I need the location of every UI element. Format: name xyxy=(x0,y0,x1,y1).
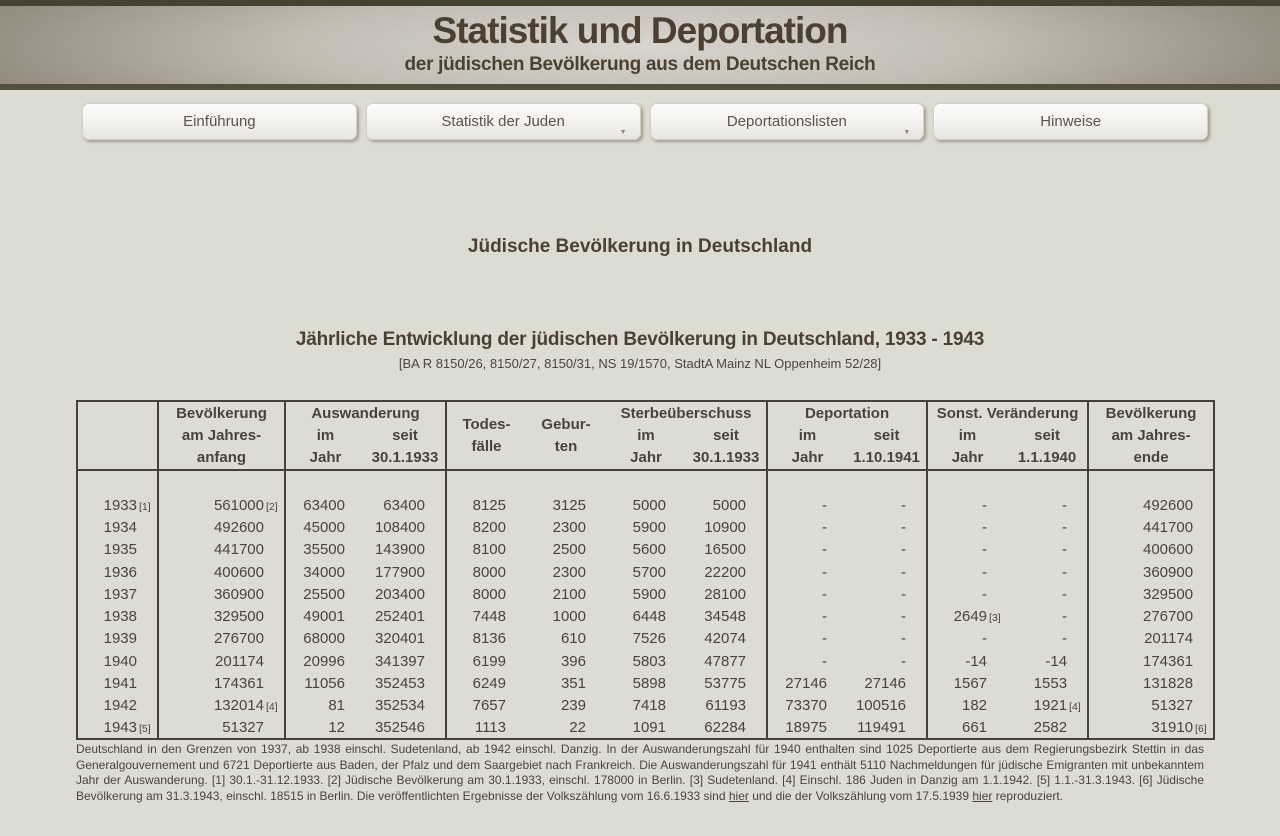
table-title: Jährliche Entwicklung der jüdischen Bevölkerung in Deutschland, 1933 - 1943 xyxy=(295,329,985,350)
sterbeueberschuss-seit-date-label: 30.1.1933 xyxy=(686,447,767,470)
deportation-seit-label: seit xyxy=(847,425,927,447)
footnote-text: Deutschland in den Grenzen von 1937, ab 1938 einschl. Sudetenland, ab 1942 einschl. Danzig. In der Auswanderungszahl für 1940 enthalten sind 1025 Deportierte aus dem Regierungsbezirk Stettin in das Generalgouvernement und 6721 Deportierte aus Baden, der Pfalz und dem Saargebiet nach Frankreich. Die Auswanderungszahl für 1941 enthält 5110 Nachmeldungen für jüdische Emigranten mit unbekanntem Jahr der Auswanderung. [1] 30.1.-31.12.1933. [2] Jüdische Bevölkerung am 30.1.1933, einschl. 178000 in Berlin. [3] Sudetenland. [4] Einschl. 186 Juden in Danzig am 1.1.1942. [5] 1.1.-31.3.1943. [6] Jüdische Bevölkerung am 31.3.1943, einschl. 18515 in Berlin. Die veröffentlichten Ergebnisse der Volkszählung vom 16.6.1933 sind xyxy=(76,742,1204,803)
value-cell: - xyxy=(822,652,828,670)
value-cell: 276700 xyxy=(1142,608,1194,626)
value-cell: 5898 xyxy=(632,675,666,693)
value-cell: 5803 xyxy=(632,652,666,670)
value-cell: 6448 xyxy=(632,608,666,626)
value-cell: 1921 [4] xyxy=(1007,695,1088,717)
value-cell: - xyxy=(982,630,988,648)
value-cell: 35500 xyxy=(303,541,345,559)
value-cell: 22200 xyxy=(686,561,767,583)
value-cell: - xyxy=(822,518,828,536)
value-cell: - xyxy=(1007,516,1088,538)
value-cell: - xyxy=(982,541,988,559)
value-cell: 51327 xyxy=(158,717,285,739)
spacer-row xyxy=(77,470,1214,494)
table-row xyxy=(77,539,1214,561)
value-cell: 320401 xyxy=(365,628,446,650)
value-cell: 201174 xyxy=(158,650,285,672)
nav-button-label: Hinweise xyxy=(1040,113,1102,130)
value-cell: 5000 xyxy=(686,494,767,516)
nav-button-deportationslisten[interactable] xyxy=(650,103,925,140)
year-cell: 1933 [1] xyxy=(77,494,158,516)
value-cell: 6199 xyxy=(472,652,506,670)
value-cell: 352453 xyxy=(365,672,446,694)
value-cell: - xyxy=(982,496,988,514)
spacer-cell xyxy=(686,470,767,494)
value-cell: - xyxy=(982,585,988,603)
value-cell: 47877 xyxy=(686,650,767,672)
value-cell: 341397 xyxy=(365,650,446,672)
value-cell: 73370 xyxy=(785,697,828,715)
nav-button-einfuehrung[interactable] xyxy=(82,103,357,140)
value-cell: 8100 xyxy=(472,541,506,559)
value-cell: 177900 xyxy=(365,561,446,583)
value-cell: 27146 xyxy=(785,675,828,693)
spacer-cell xyxy=(285,470,365,494)
value-cell: - xyxy=(822,563,828,581)
table-row xyxy=(77,628,1214,650)
value-cell: 8000 xyxy=(472,585,506,603)
value-cell: 400600 xyxy=(1142,541,1194,559)
value-cell: 203400 xyxy=(365,583,446,605)
value-cell: 8000 xyxy=(472,563,506,581)
year-cell: 1939 xyxy=(77,628,158,650)
value-cell: 5600 xyxy=(632,541,666,559)
value-cell: - xyxy=(1007,605,1088,627)
value-cell: 5900 xyxy=(632,518,666,536)
value-cell: 2300 xyxy=(552,518,586,536)
value-cell: 68000 xyxy=(303,630,345,648)
value-cell: - xyxy=(1007,628,1088,650)
table-row xyxy=(77,583,1214,605)
col-header-year xyxy=(77,401,158,470)
col-header-deportation: Deportation xyxy=(767,401,927,425)
value-cell: 1000 xyxy=(552,608,586,626)
value-cell: 100516 xyxy=(847,695,927,717)
value-cell: 7526 xyxy=(632,630,666,648)
value-cell: - xyxy=(822,496,828,514)
value-cell: - xyxy=(847,561,927,583)
value-cell: 661 xyxy=(962,719,988,737)
value-cell: 20996 xyxy=(303,652,345,670)
value-cell: 28100 xyxy=(686,583,767,605)
value-cell: 34000 xyxy=(303,563,345,581)
nav-button-hinweise[interactable] xyxy=(933,103,1208,140)
footnote-text: und die der Volkszählung vom 17.5.1939 xyxy=(748,788,973,803)
value-cell: 174361 xyxy=(158,672,285,694)
value-cell: 2582 xyxy=(1007,717,1088,739)
auswanderung-jahr-label: Jahr xyxy=(285,447,365,470)
auswanderung-seit-date-label: 30.1.1933 xyxy=(365,447,446,470)
value-cell: 352546 xyxy=(365,717,446,739)
col-header-sterbeueberschuss: Sterbeüberschuss xyxy=(606,401,767,425)
value-cell: - xyxy=(1007,539,1088,561)
value-cell: 1113 xyxy=(474,719,506,737)
population-table-body xyxy=(77,470,1214,739)
col-header-auswanderung: Auswanderung xyxy=(285,401,446,425)
nav-button-statistik-der-juden[interactable] xyxy=(366,103,641,140)
value-cell: 108400 xyxy=(365,516,446,538)
value-cell: 2100 xyxy=(552,585,586,603)
value-cell: 12 xyxy=(328,719,345,737)
sterbeueberschuss-jahr-label: Jahr xyxy=(606,447,686,470)
spacer-cell xyxy=(446,470,526,494)
col-header-geburten: Gebur- ten xyxy=(526,401,606,470)
table-header xyxy=(77,401,1214,470)
table-row xyxy=(77,672,1214,694)
value-cell: 131828 xyxy=(1142,675,1194,693)
value-cell: - xyxy=(1007,494,1088,516)
table-source: [BA R 8150/26, 8150/27, 8150/31, NS 19/1570, StadtA Mainz NL Oppenheim 52/28] xyxy=(398,356,882,371)
auswanderung-im-label: im xyxy=(316,427,335,444)
value-cell: 143900 xyxy=(365,539,446,561)
value-cell: 119491 xyxy=(847,717,927,739)
spacer-cell xyxy=(158,470,285,494)
hier-link[interactable]: hier xyxy=(972,788,993,803)
year-cell: 1937 xyxy=(77,583,158,605)
value-cell: 239 xyxy=(560,697,586,715)
spacer-cell xyxy=(847,470,927,494)
spacer-cell xyxy=(606,470,686,494)
value-cell: - xyxy=(1007,561,1088,583)
value-cell: 51327 xyxy=(1151,697,1194,715)
sonst-seit-date-label: 1.1.1940 xyxy=(1007,447,1088,470)
value-cell: 5700 xyxy=(632,563,666,581)
site-title: Statistik und Deportation xyxy=(432,10,848,51)
value-cell: 53775 xyxy=(686,672,767,694)
value-cell: 492600 xyxy=(1142,496,1194,514)
col-header-pop-end: Bevölkerung am Jahres- ende xyxy=(1088,401,1214,470)
table-row xyxy=(77,695,1214,717)
value-cell: - xyxy=(982,518,988,536)
hier-link[interactable]: hier xyxy=(728,788,749,803)
value-cell: 18975 xyxy=(785,719,828,737)
population-table xyxy=(76,400,1215,740)
spacer-cell xyxy=(767,470,847,494)
nav-button-label: Einführung xyxy=(183,113,256,130)
value-cell: - xyxy=(847,516,927,538)
table-row xyxy=(77,561,1214,583)
sterbeueberschuss-seit-label: seit xyxy=(686,425,767,447)
value-cell: - xyxy=(822,541,828,559)
value-cell: 441700 xyxy=(1142,518,1194,536)
spacer-cell xyxy=(526,470,606,494)
value-cell: 2300 xyxy=(552,563,586,581)
value-cell: 3125 xyxy=(552,496,586,514)
value-cell: 329500 xyxy=(158,605,285,627)
value-cell: - xyxy=(822,585,828,603)
value-cell: 441700 xyxy=(158,539,285,561)
value-cell: 610 xyxy=(560,630,586,648)
value-cell: 201174 xyxy=(1144,630,1194,648)
value-cell: 8136 xyxy=(472,630,506,648)
value-cell: 31910 [6] xyxy=(1151,719,1207,737)
value-cell: 492600 xyxy=(158,516,285,538)
nav-button-label: Deportationslisten xyxy=(726,113,847,130)
value-cell: 8200 xyxy=(472,518,506,536)
value-cell: 6249 xyxy=(472,675,506,693)
auswanderung-seit-label: seit xyxy=(365,425,446,447)
year-cell: 1938 xyxy=(77,605,158,627)
dropdown-arrow-icon: ▼ xyxy=(619,129,627,136)
value-cell: 8125 xyxy=(472,496,506,514)
value-cell: 63400 xyxy=(365,494,446,516)
value-cell: - xyxy=(847,650,927,672)
deportation-im-label: im xyxy=(798,427,817,444)
col-header-pop-start: Bevölkerung am Jahres- anfang xyxy=(158,401,285,470)
deportation-jahr-label: Jahr xyxy=(767,447,847,470)
dropdown-arrow-icon: ▼ xyxy=(903,129,911,136)
value-cell: 561000 [2] xyxy=(158,494,285,516)
table-row xyxy=(77,494,1214,516)
value-cell: - xyxy=(847,494,927,516)
spacer-cell xyxy=(77,470,158,494)
deportation-seit-date-label: 1.10.1941 xyxy=(847,447,927,470)
value-cell: 351 xyxy=(560,675,586,693)
value-cell: - xyxy=(1007,583,1088,605)
value-cell: - xyxy=(847,539,927,561)
table-row xyxy=(77,605,1214,627)
col-header-sonst-veraenderung: Sonst. Veränderung xyxy=(927,401,1088,425)
value-cell: -14 xyxy=(965,652,988,670)
value-cell: 45000 xyxy=(303,518,345,536)
site-subtitle: der jüdischen Bevölkerung aus dem Deutschen Reich xyxy=(404,54,876,75)
sonst-jahr-label: Jahr xyxy=(927,447,1007,470)
value-cell: 329500 xyxy=(1142,585,1194,603)
site-header xyxy=(0,0,1280,90)
value-cell: 62284 xyxy=(686,717,767,739)
footnotes xyxy=(76,742,1204,804)
value-cell: 49001 xyxy=(303,608,345,626)
nav-button-label: Statistik der Juden xyxy=(441,113,565,130)
value-cell: 182 xyxy=(962,697,988,715)
value-cell: - xyxy=(822,608,828,626)
value-cell: 7657 xyxy=(472,697,506,715)
value-cell: 10900 xyxy=(686,516,767,538)
sterbeueberschuss-im-label: im xyxy=(637,427,655,444)
value-cell: 61193 xyxy=(686,695,767,717)
value-cell: 11056 xyxy=(304,675,345,693)
spacer-cell xyxy=(1007,470,1088,494)
value-cell: 34548 xyxy=(686,605,767,627)
table-row xyxy=(77,650,1214,672)
year-cell: 1934 xyxy=(77,516,158,538)
value-cell: 42074 xyxy=(686,628,767,650)
value-cell: 400600 xyxy=(158,561,285,583)
year-cell: 1940 xyxy=(77,650,158,672)
spacer-cell xyxy=(927,470,1007,494)
value-cell: 63400 xyxy=(303,496,345,514)
value-cell: - xyxy=(847,583,927,605)
value-cell: - xyxy=(847,605,927,627)
spacer-cell xyxy=(365,470,446,494)
spacer-cell xyxy=(1088,470,1214,494)
value-cell: 1567 xyxy=(953,675,988,693)
year-cell: 1943 [5] xyxy=(77,717,158,739)
value-cell: 22 xyxy=(569,719,586,737)
value-cell: 360900 xyxy=(158,583,285,605)
value-cell: 252401 xyxy=(365,605,446,627)
value-cell: - xyxy=(822,630,828,648)
value-cell: 81 xyxy=(328,697,345,715)
year-cell: 1935 xyxy=(77,539,158,561)
sonst-im-label: im xyxy=(958,427,977,444)
value-cell: 5000 xyxy=(632,496,666,514)
year-cell: 1936 xyxy=(77,561,158,583)
value-cell: 360900 xyxy=(1142,563,1194,581)
value-cell: - xyxy=(982,563,988,581)
value-cell: - xyxy=(847,628,927,650)
sonst-seit-label: seit xyxy=(1007,425,1088,447)
value-cell: 1553 xyxy=(1007,672,1088,694)
value-cell: 27146 xyxy=(847,672,927,694)
value-cell: 132014 [4] xyxy=(158,695,285,717)
value-cell: 5900 xyxy=(632,585,666,603)
year-cell: 1941 xyxy=(77,672,158,694)
table-row xyxy=(77,516,1214,538)
year-cell: 1942 xyxy=(77,695,158,717)
footnote-text: reproduziert. xyxy=(992,788,1064,803)
value-cell: 7448 xyxy=(472,608,506,626)
value-cell: -14 xyxy=(1007,650,1088,672)
value-cell: 2649 [3] xyxy=(953,608,1001,626)
col-header-todesfaelle: Todes- fälle xyxy=(446,401,526,470)
value-cell: 16500 xyxy=(686,539,767,561)
table-row xyxy=(77,717,1214,739)
value-cell: 396 xyxy=(560,652,586,670)
page-title: Jüdische Bevölkerung in Deutschland xyxy=(467,236,813,257)
value-cell: 352534 xyxy=(365,695,446,717)
value-cell: 174361 xyxy=(1142,652,1194,670)
value-cell: 1091 xyxy=(632,719,666,737)
value-cell: 25500 xyxy=(303,585,345,603)
value-cell: 7418 xyxy=(632,697,666,715)
main-nav xyxy=(82,103,1208,140)
value-cell: 2500 xyxy=(552,541,586,559)
value-cell: 276700 xyxy=(158,628,285,650)
